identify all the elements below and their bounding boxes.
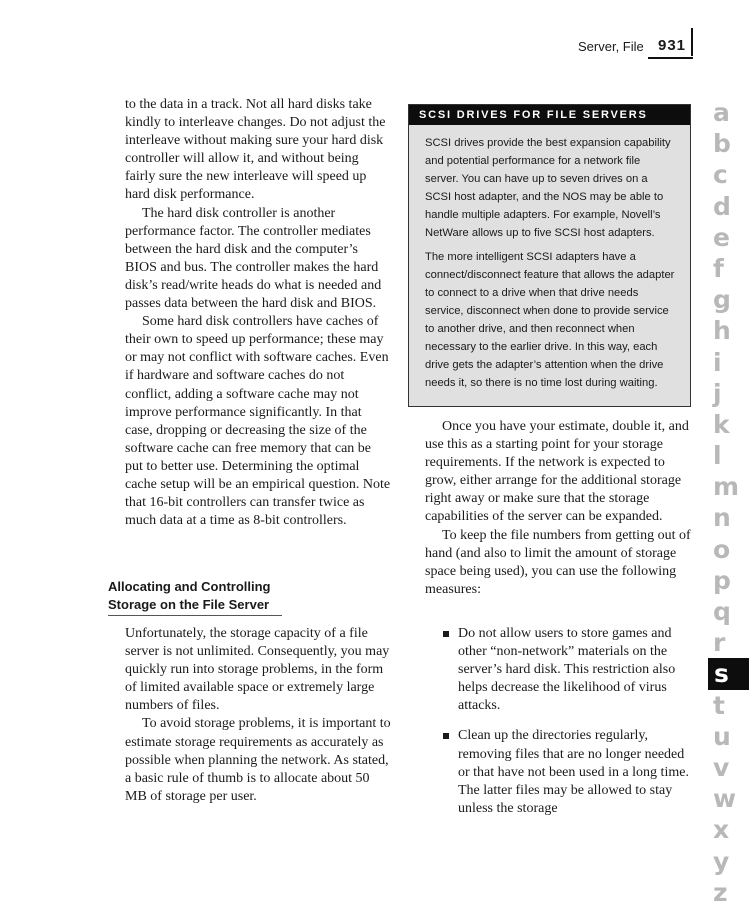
sidebar-title: SCSI DRIVES FOR FILE SERVERS [409,105,690,125]
thumb-index-letter-f: f [713,253,724,283]
thumb-index-letter-q: q [713,597,731,626]
thumb-index-letter-c: c [713,160,728,190]
list-item-text: Do not allow users to store games and other “non-network” materials on the server’s hard disk. This restriction also helps decrease the likelihood of virus attacks. [458,626,676,714]
thumb-index-letter-x: x [713,815,730,845]
thumb-index-letter-t: t [713,690,725,720]
thumb-index-letter-k: k [713,409,730,439]
thumb-index-letter-l: l [713,441,722,471]
header-rule-horizontal [648,57,693,59]
thumb-index-letter-v: v [713,752,730,782]
sidebar-paragraph: SCSI drives provide the best expansion capability and potential performance for a network file server. You can have up to seven drives on a SCSI host adapter, and the NOS may be able to handle multiple adapters. For example, Novell’s NetWare allows up to five SCSI host adapters. [425,137,671,239]
thumb-index-letter-e: e [713,222,730,252]
section-title: Server, File [578,39,644,54]
thumb-index-letter-w: w [713,784,737,814]
body-paragraph: Unfortunately, the storage capacity of a file server is not unlimited. Consequently, you may quickly run into storage problems, in the form of limited available space or extremely large numbers of files. [125,626,390,714]
header-rule-vertical [691,28,693,56]
bullet-square-icon [443,733,449,739]
left-column-top [125,96,391,530]
thumb-index-letter-z: z [713,877,728,907]
thumb-index-letter-g: g [713,285,731,315]
thumb-index-letter-s: s [708,658,749,689]
sidebar-box [408,104,691,407]
thumb-index-letter-d: d [713,191,731,221]
bullet-list [440,625,692,830]
list-item [440,625,692,715]
page-number: 931 [658,37,687,54]
body-paragraph: to the data in a track. Not all hard disks take kindly to interleave changes. Do not adjust the interleave without making sure your hard disk controller will allow it, and without being fairly sure the new interleave will speed up hard disk performance. [125,97,386,203]
thumb-index-letter-b: b [713,129,731,159]
body-paragraph: Once you have your estimate, double it, and use this as a starting point for your storage requirements. If the network is expected to grow, either arrange for the additional storage right away or make sure that the storage capabilities of the server can be expanded. [425,419,689,525]
body-paragraph: The hard disk controller is another performance factor. The controller mediates between the hard disk and the computer’s BIOS and bus. The controller makes the hard disk’s read/write heads do what is needed and passes data between the hard disk and BIOS. [125,205,382,312]
list-item-text: Clean up the directories regularly, removing files that are no longer needed or that have not been used in a long time. The latter files may be allowed to stay unless the storage [458,728,689,816]
thumb-index-letter-i: i [713,347,722,377]
body-paragraph: Some hard disk controllers have caches of their own to speed up performance; these may or may not conflict with software caches. Even if hardware and software caches do not conflict, adding a software cache may not improve performance significantly. In that case, dropping or decreasing the size of the software cache can free memory that can be put to better use. Determining the optimal cache setup will be an empirical question. Note that 16-bit controllers can transfer twice as much data at a time as 8-bit controllers. [125,314,391,529]
body-paragraph: To avoid storage problems, it is important to estimate storage requirements as accurately as possible when planning the network. As stated, a basic rule of thumb is to allocate about 50 MB of storage per user. [125,716,391,804]
left-column-bottom [125,625,391,806]
thumb-index-letter-a: a [713,98,730,127]
running-header [560,36,692,56]
alphabet-thumb-index [712,97,749,908]
section-subheading: Allocating and Controlling Storage on the File Server [108,578,282,616]
list-item [440,727,692,817]
thumb-index-letter-m: m [713,472,740,502]
thumb-index-letter-p: p [713,565,731,595]
thumb-index-letter-r: r [713,628,726,658]
thumb-index-letter-h: h [713,316,731,346]
sidebar-paragraph: The more intelligent SCSI adapters have a connect/disconnect feature that allows the adapter to connect to a drive when that drive needs service, disconnect when done to provide service to another drive, and then reconnect when necessary to the earlier drive. In this way, each drive gets the adapter’s attention when the drive needs it, so there is no time lost during waiting. [425,251,675,389]
thumb-index-letter-y: y [713,846,730,876]
thumb-index-letter-u: u [713,721,731,751]
bullet-square-icon [443,631,449,637]
body-paragraph: To keep the file numbers from getting out of hand (and also to limit the amount of storage space being used), you can use the following measures: [425,527,691,597]
thumb-index-letter-n: n [713,503,731,533]
thumb-index-letter-j: j [713,378,722,408]
thumb-index-letter-o: o [713,534,731,564]
right-column [425,418,691,599]
